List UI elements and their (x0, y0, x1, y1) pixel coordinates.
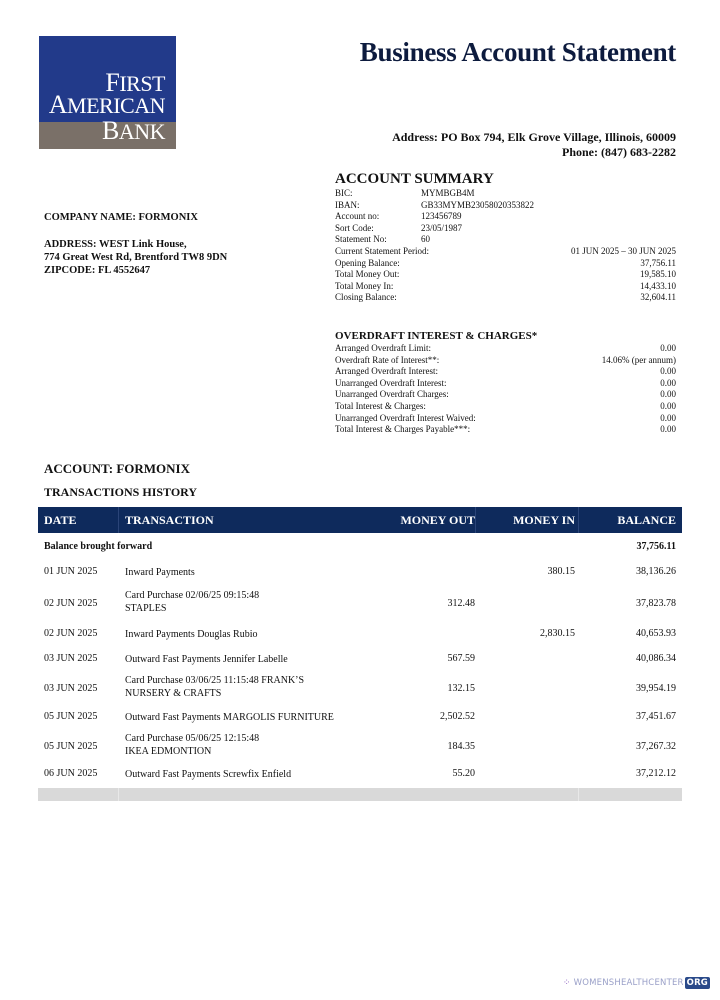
value: 60 (421, 234, 430, 245)
table-row (38, 647, 682, 672)
summary-sort-code (335, 223, 676, 235)
value: 0.00 (660, 377, 676, 388)
row-date: 01 JUN 2025 (44, 566, 98, 577)
value: 14.06% (per annum) (601, 354, 676, 365)
label: Opening Balance: (335, 257, 400, 268)
value: 0.00 (660, 424, 676, 435)
value: 19,585.10 (640, 269, 676, 280)
company-info (44, 211, 227, 277)
row-description: Outward Fast Payments MARGOLIS FURNITURE (125, 712, 334, 723)
summary-period (335, 246, 676, 258)
summary-closing-balance (335, 292, 676, 304)
table-header (38, 507, 682, 533)
row-description: Inward Payments (125, 567, 195, 578)
value: 0.00 (660, 366, 676, 377)
desc-line1: Card Purchase 02/06/25 09:15:48 (125, 590, 260, 601)
row-description: Outward Fast Payments Screwfix Enfield (125, 769, 292, 780)
label: Statement No: (335, 234, 387, 245)
desc-line1: Card Purchase 03/06/25 11:15:48 FRANK’S (125, 675, 305, 686)
table-footer (38, 788, 682, 801)
company-address-line2: 774 Great West Rd, Brentford TW8 9DN (44, 252, 228, 263)
row-money-out: 312.48 (447, 598, 475, 609)
header-money-out: MONEY OUT (400, 513, 475, 527)
value: GB33MYMB23058020353822 (421, 199, 535, 210)
summary-iban (335, 200, 676, 212)
desc-line2: NURSERY & CRAFTS (125, 688, 222, 699)
label: Current Statement Period: (335, 245, 429, 256)
label: BIC: (335, 188, 353, 198)
overdraft-item (335, 366, 676, 378)
row-money-out: 567.59 (447, 653, 475, 664)
bf-label: Balance brought forward (44, 541, 153, 552)
transactions-history-title: TRANSACTIONS HISTORY (44, 485, 198, 499)
label: Sort Code: (335, 222, 374, 233)
row-date: 02 JUN 2025 (44, 628, 98, 639)
row-description: Outward Fast Payments Jennifer Labelle (125, 654, 288, 665)
summary-bic (335, 188, 676, 200)
row-date: 06 JUN 2025 (44, 768, 98, 779)
table-row (38, 622, 682, 647)
value: 23/05/1987 (421, 222, 463, 233)
value: 01 JUN 2025 – 30 JUN 2025 (570, 245, 676, 256)
row-balance: 40,653.93 (636, 628, 676, 639)
label: Closing Balance: (335, 292, 397, 303)
row-money-in: 380.15 (547, 566, 575, 577)
label: IBAN: (335, 199, 360, 210)
transactions-table (38, 507, 682, 801)
logo-text-first: FIRST (105, 68, 165, 97)
row-balance: 37,451.67 (636, 711, 676, 722)
watermark-suffix: ORG (686, 978, 708, 988)
header-money-in: MONEY IN (513, 513, 575, 527)
overdraft-item (335, 413, 676, 425)
summary-account-no (335, 211, 676, 223)
account-title: ACCOUNT: FORMONIX (44, 461, 190, 476)
desc-line2: IKEA EDMONTION (125, 746, 212, 757)
value: 32,604.11 (640, 292, 676, 303)
label: Account no: (335, 211, 380, 222)
overdraft-item (335, 389, 676, 401)
desc-line1: Card Purchase 05/06/25 12:15:48 (125, 733, 260, 744)
label: Arranged Overdraft Interest: (335, 366, 438, 377)
summary-title: ACCOUNT SUMMARY (335, 171, 494, 187)
overdraft-item (335, 343, 676, 355)
account-summary (335, 171, 676, 304)
label: Unarranged Overdraft Interest Waived: (335, 412, 476, 423)
table-row (38, 560, 682, 585)
row-description (125, 674, 304, 700)
logo-text-bank: BANK (101, 116, 165, 145)
row-money-out: 132.15 (447, 683, 475, 694)
row-money-out: 2,502.52 (440, 711, 475, 722)
table-row (38, 730, 682, 763)
row-date: 03 JUN 2025 (44, 683, 98, 694)
desc-line2: STAPLES (125, 603, 167, 614)
company-address-line1: ADDRESS: WEST Link House, (44, 239, 187, 250)
value: 0.00 (660, 389, 676, 400)
row-balance: 39,954.19 (636, 683, 676, 694)
row-description: Inward Payments Douglas Rubio (125, 629, 258, 640)
overdraft-section (335, 330, 676, 436)
overdraft-item (335, 378, 676, 390)
row-balance: 37,212.12 (636, 768, 676, 779)
row-money-out: 55.20 (452, 768, 475, 779)
row-description (125, 589, 259, 615)
label: Total Interest & Charges: (335, 400, 426, 411)
label: Total Money In: (335, 280, 394, 291)
company-name: COMPANY NAME: FORMONIX (44, 212, 198, 223)
logo-text-american: AMERICAN (48, 90, 165, 119)
table-row (38, 763, 682, 788)
summary-money-in (335, 281, 676, 293)
bank-contact (392, 130, 676, 160)
label: Unarranged Overdraft Interest: (335, 377, 447, 388)
bank-address: Address: PO Box 794, Elk Grove Village, Illinois, 60009 (392, 130, 676, 144)
row-balance: 37,267.32 (636, 741, 676, 752)
table-row (38, 705, 682, 730)
label: Arranged Overdraft Limit: (335, 343, 431, 353)
bank-phone: Phone: (847) 683-2282 (562, 145, 676, 159)
value: 123456789 (421, 211, 462, 222)
row-date: 05 JUN 2025 (44, 741, 98, 752)
value: 37,756.11 (640, 257, 676, 268)
row-money-out: 184.35 (447, 741, 475, 752)
row-balance: 37,823.78 (636, 598, 676, 609)
overdraft-item (335, 355, 676, 367)
overdraft-item (335, 424, 676, 436)
row-date: 03 JUN 2025 (44, 653, 98, 664)
header-balance: BALANCE (617, 513, 676, 527)
company-zipcode: ZIPCODE: FL 4552647 (44, 265, 151, 276)
dots-icon: ⁘ (562, 978, 571, 988)
value: 0.00 (660, 400, 676, 411)
summary-money-out (335, 269, 676, 281)
row-balance: 40,086.34 (636, 653, 676, 664)
row-date: 05 JUN 2025 (44, 711, 98, 722)
label: Total Interest & Charges Payable***: (335, 424, 471, 435)
label: Overdraft Rate of Interest**: (335, 354, 440, 365)
label: Total Money Out: (335, 269, 400, 280)
header-transaction: TRANSACTION (125, 513, 214, 527)
summary-statement-no (335, 234, 676, 246)
value: 0.00 (660, 412, 676, 423)
table-row (38, 672, 682, 705)
row-description (125, 732, 259, 758)
row-money-in: 2,830.15 (540, 628, 575, 639)
value: 0.00 (660, 343, 676, 353)
value: MYMBGB4M (421, 188, 475, 198)
watermark (563, 977, 710, 989)
watermark-text: WOMENSHEALTHCENTER (573, 978, 684, 988)
label: Unarranged Overdraft Charges: (335, 389, 449, 400)
row-balance: 38,136.26 (636, 566, 676, 577)
bf-balance: 37,756.11 (636, 541, 676, 552)
balance-brought-forward-row (38, 533, 682, 560)
summary-opening-balance (335, 258, 676, 270)
page-title: Business Account Statement (359, 37, 676, 67)
bank-logo (39, 36, 176, 149)
overdraft-item (335, 401, 676, 413)
row-date: 02 JUN 2025 (44, 598, 98, 609)
value: 14,433.10 (640, 280, 676, 291)
table-row (38, 585, 682, 622)
header-date: DATE (44, 513, 77, 527)
overdraft-title: OVERDRAFT INTEREST & CHARGES* (335, 330, 538, 342)
